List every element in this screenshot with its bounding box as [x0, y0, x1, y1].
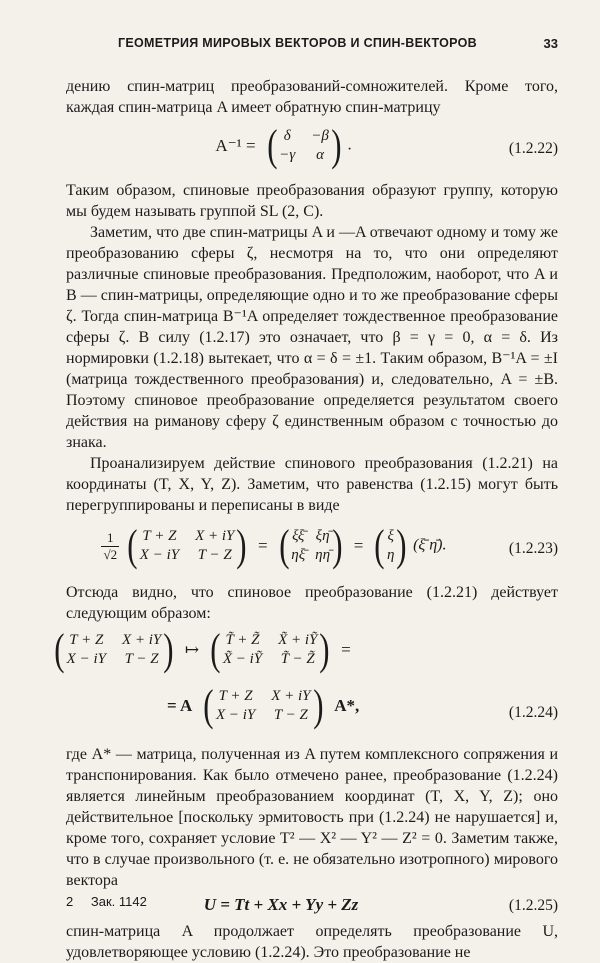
equation-1-2-23: [66, 516, 558, 582]
eq23-equals-2: =: [353, 536, 364, 555]
page-body: [54, 76, 558, 963]
equation-number-1-2-24: (1.2.24): [508, 704, 558, 721]
paragraph-5: Отсюда видно, что спиновое преобразование (1.2.21) действует следующим образом:: [66, 584, 558, 622]
eq22-matrix: ( δ −β −γ α ): [266, 121, 342, 170]
paragraph-3: Заметим, что две спин-матрицы A и —A отвечают одному и тому же преобразованию сферы ζ, несмотря на то, что они определяют различные спиновые преобразования. Предположим, наоборот, что A и B — спин-матрицы, определяющие одно и то же преобразование сферы ζ. Тогда спин-матрица B⁻¹A определяет тождественное преобразование сферы ζ. В силу (1.2.17) это означает, что β = γ = 0, α = δ. Из нормировки (1.2.18) вытекает, что α = δ = ±1. Таким образом, B⁻¹A = ±I (матрица тождественного преобразования) и, следовательно, A = ±B. Поэтому спиновое преобразование определяется результатом своего действия на риманову сферу ζ единственным образом с точностью до знака.: [66, 224, 558, 451]
equation-1-2-24: [54, 624, 558, 744]
printer-footer: [66, 894, 161, 909]
order-number: Зак. 1142: [90, 894, 147, 909]
eq23-matrix-spinor: ( ξξ̄ ξη̄ ηξ̄ ηη̄ ): [278, 521, 343, 570]
paragraph-2: Таким образом, спиновые преобразования образуют группу, которую мы будем называть группой SL (2, C).: [66, 182, 558, 220]
eq22-lhs: A⁻¹ =: [215, 136, 256, 155]
eq23-row-vector: (ξ̄ η̄).: [413, 536, 447, 554]
running-head-title: ГЕОМЕТРИЯ МИРОВЫХ ВЕКТОРОВ И СПИН-ВЕКТОРОВ: [118, 36, 477, 50]
eq24-prefix: = A: [167, 696, 193, 715]
eq24-suffix: A*,: [334, 696, 360, 715]
eq24-matrix-transformed: ( T̃ + Z̃ X̃ + iỸ X̃ − iỸ T̃ − Z̃ ): [210, 625, 330, 674]
eq22-cell: −γ: [279, 147, 296, 163]
eq22-cell: δ: [283, 128, 291, 144]
equation-1-2-22: [66, 118, 558, 180]
paragraph-6: где A* — матрица, полученная из A путем комплексного сопряжения и транспонирования. Как было отмечено ранее, преобразование (1.2.24) является линейным преобразованием координат (T, X, Y, Z); оно действительное [поскольку эрмитовость при (1.2.24) не нарушается] и, кроме того, сохраняет условие T² — X² — Y² — Z² = 0. Заметим также, что в случае произвольного (т. е. не обязательно изотропного) мирового вектора: [66, 746, 558, 889]
eq22-cell: −β: [311, 128, 329, 144]
paragraph-7: спин-матрица A продолжает определять преобразование U, удовлетворяющее условию (1.2.24). Это преобразование не: [66, 923, 558, 961]
eq23-column-vector: ( ξ η ): [374, 521, 407, 570]
eq23-fraction: $\frac{1}{√2}$: [103, 529, 118, 562]
eq24-line-1: [52, 625, 522, 684]
eq23-equals-1: =: [258, 536, 268, 555]
signature-mark: 2: [66, 894, 74, 909]
eq23-matrix-coords: ( T + Z X + iY X − iY T − Z ): [127, 521, 247, 570]
paragraph-1: дению спин-матриц преобразований-сомножителей. Кроме того, каждая спин-матрица A имеет обратную спин-матрицу: [66, 78, 558, 116]
eq24-matrix-original: ( T + Z X + iY X − iY T − Z ): [54, 625, 174, 674]
page-number: 33: [543, 36, 558, 51]
eq24-matrix-coords: ( T + Z X + iY X − iY T − Z ): [203, 681, 323, 730]
eq24-equals: =: [341, 640, 351, 659]
paragraph-4: Проанализируем действие спинового преобразования (1.2.21) на координаты (T, X, Y, Z). Заметим, что равенства (1.2.15) могут быть перегруппированы и переписаны в виде: [66, 455, 558, 514]
equation-number-1-2-25: (1.2.25): [508, 897, 558, 914]
eq22-tail: .: [347, 136, 352, 154]
equation-number-1-2-23: (1.2.23): [508, 540, 558, 557]
eq24-maps-to: ↦: [184, 640, 200, 659]
eq25-formula: U = Tt + Xx + Yy + Zz: [203, 895, 359, 914]
eq24-line-2: [52, 681, 522, 740]
equation-number-1-2-22: (1.2.22): [508, 140, 558, 157]
eq22-cell: α: [316, 147, 325, 163]
running-head: [0, 36, 600, 56]
